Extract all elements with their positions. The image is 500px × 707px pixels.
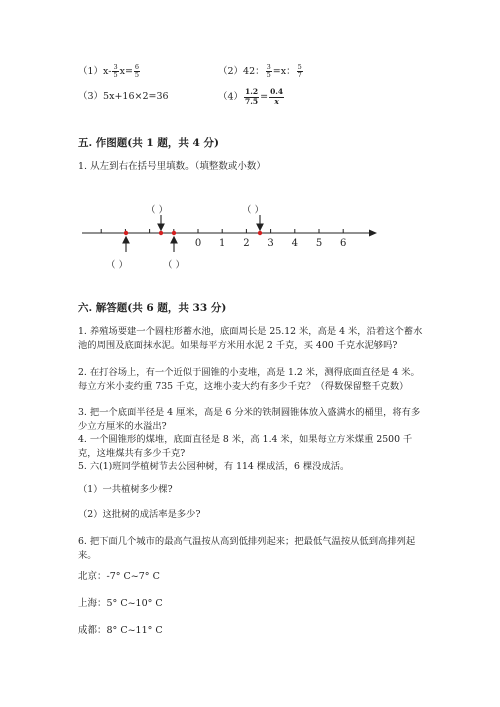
arrow-up-2: [171, 237, 177, 252]
numerator: 0.4: [270, 87, 284, 96]
number-line-label: 2: [243, 238, 250, 249]
equation-label: （4）: [218, 91, 244, 103]
city-temperature-chengdu: 成都：8° C~11° C: [78, 625, 163, 636]
city-temperature-shanghai: 上海：5° C~10° C: [78, 598, 163, 609]
numerator: 3: [266, 63, 271, 71]
denominator: x: [274, 96, 279, 106]
point-marker-1: [124, 231, 128, 235]
equation-text: 5x+16×2=36: [103, 91, 169, 102]
problem-3: 3. 把一个底面半径是 4 厘米，高是 6 分米的铁制圆锥体放入盛满水的桶里，将有多少立方厘米的水溢出?: [78, 407, 421, 432]
denominator: 5: [266, 71, 271, 79]
denominator: 7: [297, 71, 302, 79]
number-line-label: 1: [219, 238, 226, 249]
denominator: 5: [134, 71, 140, 79]
arrow-up-1: [123, 237, 129, 252]
point-marker-2: [159, 231, 163, 235]
number-line-label: 3: [267, 238, 274, 249]
number-line-figure: [0, 0, 500, 300]
equation-text: 42：: [243, 66, 265, 77]
number-line-ticks: [101, 229, 346, 249]
equation-text: =: [260, 91, 269, 103]
section-5-title: 五. 作图题(共 1 题，共 4 分): [78, 137, 219, 149]
answer-paren-bottom-2[interactable]: （ ）: [163, 260, 186, 271]
equation-text: x=: [119, 66, 133, 77]
equation-label: （1）: [78, 66, 104, 77]
equation-label: （2）: [218, 66, 244, 77]
denominator: 5: [113, 71, 118, 79]
problem-6: 6. 把下面几个城市的最高气温按从高到低排列起来；把最低气温按从低到高排列起来。: [78, 536, 416, 561]
number-line-label: 0: [194, 238, 202, 249]
section-6-title: 六. 解答题(共 6 题，共 33 分): [78, 302, 227, 314]
section-5-question-1: 1. 从左到右在括号里填数。（填整数或小数）: [78, 161, 266, 172]
number-line-arrowhead: [369, 230, 377, 237]
city-temperature-beijing: 北京：-7° C~7° C: [78, 571, 160, 582]
answer-paren-top-1[interactable]: （ ）: [146, 205, 169, 216]
arrow-down-1: [158, 215, 164, 230]
problem-4: 4. 一个圆锥形的煤堆，底面直径是 8 米，高 1.4 米，如果每立方米煤重 2500 千克，这堆煤共有多少千克?: [78, 434, 413, 459]
problem-1: 1. 养殖场要建一个圆柱形蓄水池，底面周长是 25.12 米，高是 4 米，沿着这个蓄水池的周围及底面抹水泥。如果每平方米用水泥 2 千克，买 400 千克水泥够吗?: [78, 326, 423, 351]
numerator: 1.2: [245, 87, 259, 96]
denominator: 7.5: [245, 96, 259, 106]
point-marker-4: [258, 231, 262, 235]
numerator: 5: [297, 63, 302, 71]
point-marker-3: [172, 231, 176, 235]
numerator: 6: [134, 63, 140, 71]
number-line-label: 6: [340, 238, 347, 249]
equation-text: x-: [103, 66, 112, 77]
answer-paren-bottom-1[interactable]: （ ）: [106, 260, 129, 271]
problem-5-part-1: （1）一共植树多少棵?: [78, 484, 173, 495]
problem-5: 5. 六(1)班同学植树节去公园种树，有 114 棵成活，6 棵没成活。: [78, 461, 350, 472]
arrow-down-2: [257, 215, 263, 230]
equation-text: =x：: [272, 66, 296, 77]
number-line-label: 4: [291, 238, 298, 249]
answer-paren-top-2[interactable]: （ ）: [242, 205, 265, 216]
number-line-label: 5: [315, 238, 323, 249]
problem-2: 2. 在打谷场上，有一个近似于圆锥的小麦堆，高是 1.2 米，测得底面直径是 4 米。每立方米小麦约重 735 千克，这堆小麦大约有多少千克？（得数保留整千克数）: [78, 367, 420, 392]
numerator: 3: [113, 63, 118, 71]
equation-label: （3）: [78, 91, 104, 102]
problem-5-part-2: （2）这批树的成活率是多少?: [78, 509, 201, 520]
